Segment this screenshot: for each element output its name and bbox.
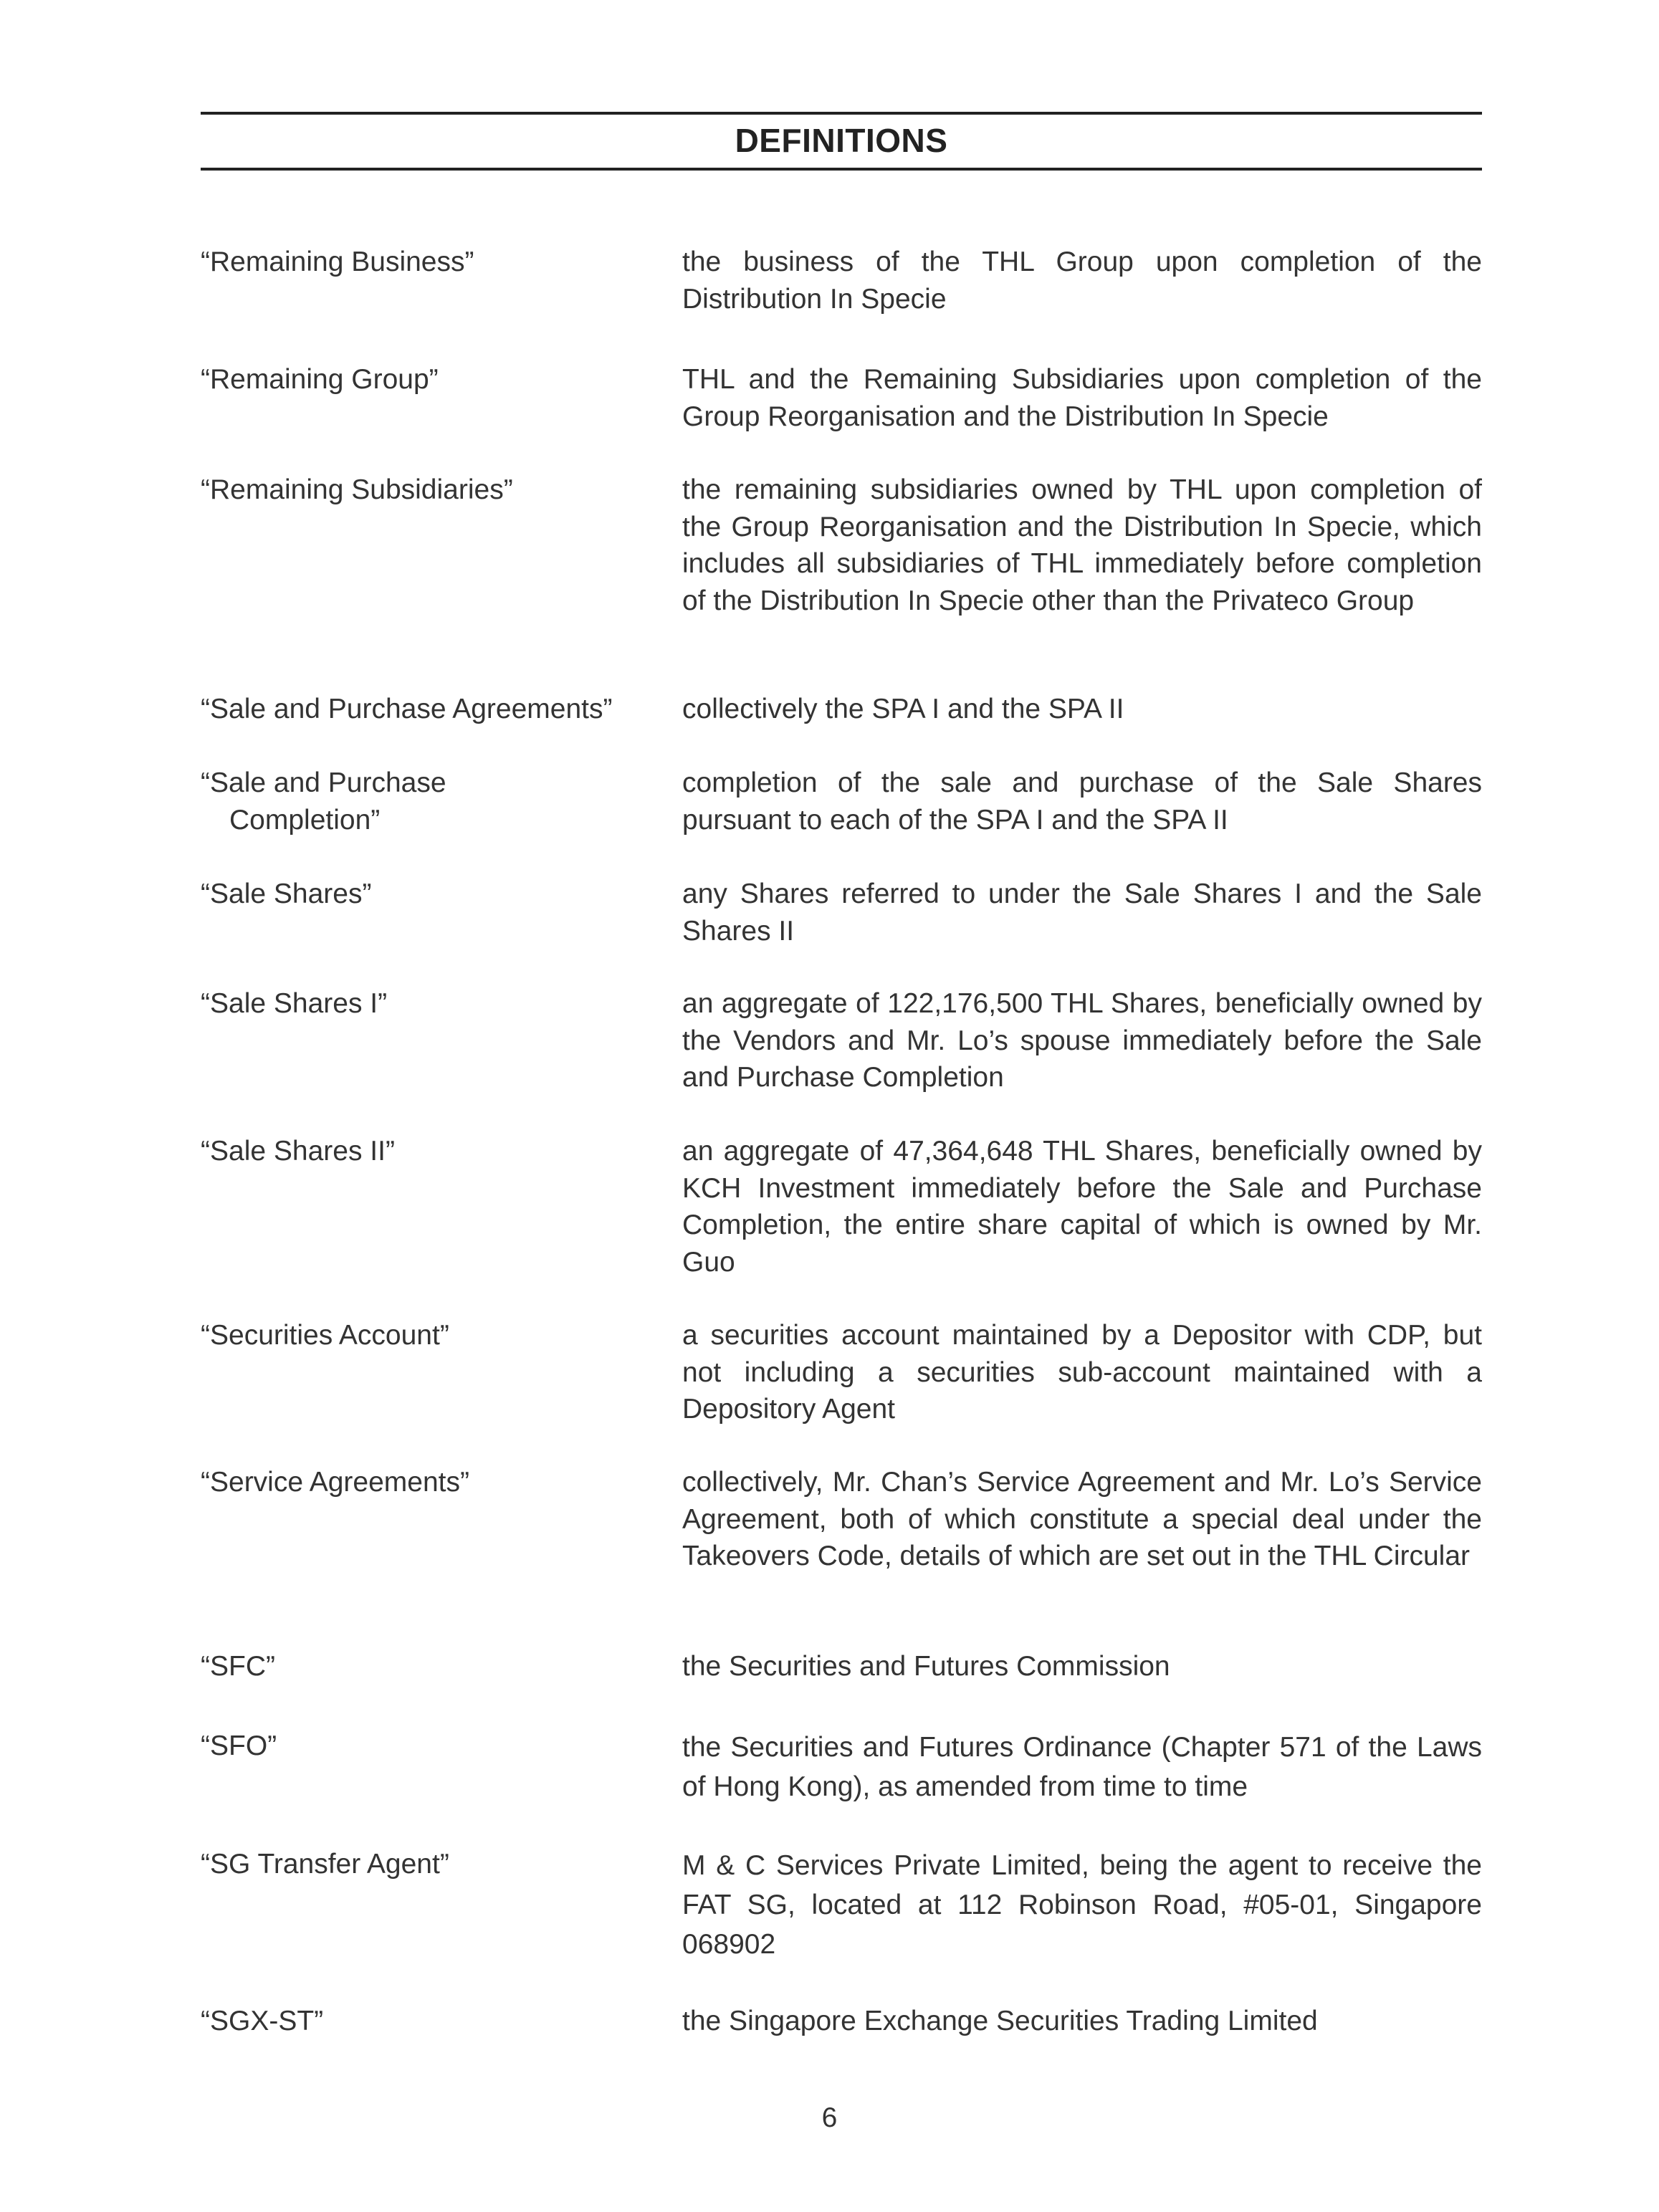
definition-text: THL and the Remaining Subsidiaries upon completion of the Group Reorganisation and the Distribution In Specie (682, 364, 1482, 432)
definition-text: any Shares referred to under the Sale Shares I and the Sale Shares II (682, 878, 1482, 947)
definition-term (201, 765, 659, 839)
definition-text: an aggregate of 47,364,648 THL Shares, beneficially owned by KCH Investment immediately before the Sale and Purchase Completion, the entire share capital of which is owned by Mr. Guo (682, 1136, 1482, 1278)
definition-term: “Service Agreements” (201, 1467, 469, 1498)
definition-term: “Sale Shares II” (201, 1136, 395, 1167)
definition-term: “SFC” (201, 1651, 275, 1682)
definition-text: the Singapore Exchange Securities Trading Limited (682, 2006, 1318, 2036)
definition-text: the business of the THL Group upon completion of the Distribution In Specie (682, 246, 1482, 315)
definition-term: “Remaining Business” (201, 246, 474, 277)
definition-term-line: “Sale and Purchase (201, 767, 446, 798)
definition-term: “Remaining Subsidiaries” (201, 474, 513, 505)
page-heading: DEFINITIONS (735, 122, 948, 159)
definition-term-continuation: Completion” (229, 805, 381, 836)
definition-term: “Sale Shares” (201, 878, 372, 909)
definition-text: completion of the sale and purchase of the Sale Shares pursuant to each of the SPA I and the SPA II (682, 767, 1482, 836)
definition-text: M & C Services Private Limited, being the agent to receive the FAT SG, located at 112 Robinson Road, #05-01, Singapore 068902 (682, 1850, 1482, 1960)
definition-term: “Remaining Group” (201, 364, 439, 395)
definition-term: “SGX-ST” (201, 2006, 324, 2036)
definition-text: a securities account maintained by a Depositor with CDP, but not including a securities sub-account maintained with a Depository Agent (682, 1320, 1482, 1425)
definition-term: “SG Transfer Agent” (201, 1849, 449, 1880)
definition-term: “Sale Shares I” (201, 988, 388, 1019)
definition-text: collectively, Mr. Chan’s Service Agreement and Mr. Lo’s Service Agreement, both of which constitute a special deal under the Takeovers Code, details of which are set out in the THL Circular (682, 1467, 1482, 1571)
heading-bottom-rule (201, 168, 1482, 171)
definition-text: the remaining subsidiaries owned by THL upon completion of the Group Reorganisation and the Distribution In Specie, which includes all subsidiaries of THL immediately before completion of the Distribution In Specie other than the Privateco Group (682, 474, 1482, 616)
definition-text: the Securities and Futures Commission (682, 1651, 1170, 1682)
heading-top-rule (201, 112, 1482, 115)
definition-term: “Sale and Purchase Agreements” (201, 694, 613, 724)
definition-term: “SFO” (201, 1730, 277, 1761)
definition-text: the Securities and Futures Ordinance (Chapter 571 of the Laws of Hong Kong), as amended from time to time (682, 1732, 1482, 1802)
page-number: 6 (821, 2102, 838, 2133)
definition-text: collectively the SPA I and the SPA II (682, 694, 1124, 724)
definition-term: “Securities Account” (201, 1320, 449, 1351)
definition-text: an aggregate of 122,176,500 THL Shares, beneficially owned by the Vendors and Mr. Lo’s spouse immediately before the Sale and Purchase Completion (682, 988, 1482, 1093)
